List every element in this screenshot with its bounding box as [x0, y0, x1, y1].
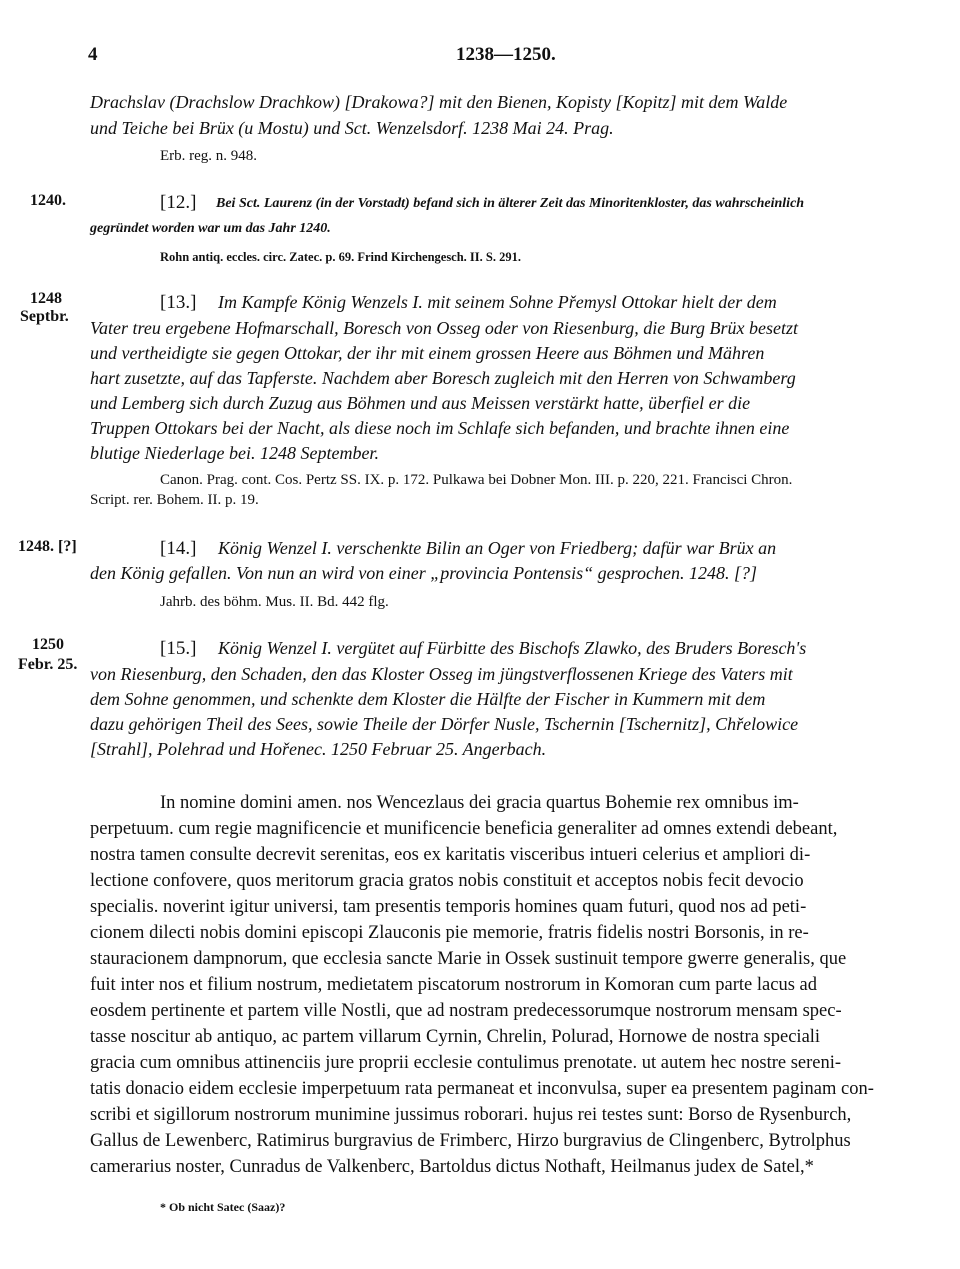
latin-text-line: fuit inter nos et filium nostrum, medietatem piscatorum nostrorum in Komoran cum parte lacus ad: [90, 975, 817, 995]
entry14-number: [14.]: [160, 538, 197, 559]
entry12-source: Rohn antiq. eccles. circ. Zatec. p. 69. Frind Kirchengesch. II. S. 291.: [160, 250, 521, 264]
entry11-line: Drachslav (Drachslow Drachkow) [Drakowa?] mit den Bienen, Kopisty [Kopitz] mit dem Walde: [90, 92, 788, 112]
entry14-line: den König gefallen. Von nun an wird von einer „provincia Pontensis“ gesprochen. 1248. [?]: [90, 563, 757, 583]
latin-text-line: tasse noscitur ab antiquo, ac partem villarum Cyrnin, Chrelin, Polurad, Hornowe de nostra speciali: [90, 1027, 821, 1047]
entry15-date-day: Febr. 25.: [18, 656, 78, 673]
entry13-date-year: 1248: [30, 290, 62, 307]
latin-text-line: stauracionem dampnorum, que ecclesia sancte Marie in Ossek sustinuit tempore gwerre generalis, que: [90, 949, 847, 969]
latin-text-line: camerarius noster, Cunradus de Valkenberc, Bartoldus dictus Nothaft, Heilmanus judex de Satel,*: [90, 1157, 814, 1177]
latin-text-line: In nomine domini amen. nos Wencezlaus dei gracia quartus Bohemie rex omnibus im-: [160, 793, 799, 813]
entry15-number: [15.]: [160, 638, 197, 659]
entry13-line: Im Kampfe König Wenzels I. mit seinem Sohne Přemysl Ottokar hielt der dem: [218, 292, 777, 312]
entry12-date: 1240.: [30, 192, 66, 209]
latin-text-line: lectione confovere, quos meritorum gracia gratos nobis constituit et acceptos nobis fecit devocio: [90, 871, 804, 891]
entry12-line: Bei Sct. Laurenz (in der Vorstadt) befand sich in älterer Zeit das Minoritenkloster, das wahrscheinlich: [216, 196, 805, 211]
entry14-source: Jahrb. des böhm. Mus. II. Bd. 442 flg.: [160, 594, 389, 610]
entry15-line: dazu gehörigen Theil des Sees, sowie Theile der Dörfer Nusle, Tschernin [Tschernitz], Chřelowice: [90, 714, 799, 734]
entry12-number: [12.]: [160, 192, 197, 213]
entry11-source: Erb. reg. n. 948.: [160, 148, 258, 164]
latin-text-line: specialis. noverint igitur universi, tam presentis temporis homines quam futuri, quod nos ad peti-: [90, 897, 807, 917]
entry15-line: von Riesenburg, den Schaden, den das Kloster Osseg im jüngstverflossenen Kriege des Vaters mit: [90, 664, 793, 684]
entry15-line: [Strahl], Polehrad und Hořenec. 1250 Februar 25. Angerbach.: [90, 739, 547, 759]
latin-text-line: Gallus de Lewenberc, Ratimirus burgravius de Frimberc, Hirzo burgravius de Clingenberc, Bytrolphus: [90, 1131, 851, 1151]
latin-text-line: gracia cum omnibus attinenciis jure proprii ecclesie contulimus prenotate. ut autem hec nostre sereni-: [90, 1053, 842, 1073]
latin-text-line: eosdem pertinente et partem ville Nostli, que ad nostram predecessorumque nostrorum mensam spec-: [90, 1001, 842, 1021]
entry13-date-month: Septbr.: [20, 308, 69, 325]
entry13-number: [13.]: [160, 292, 197, 313]
entry15-line: dem Sohne genommen, und schenkte dem Kloster die Hälfte der Fischer in Kummern mit dem: [90, 689, 766, 709]
entry11-line: und Teiche bei Brüx (u Mostu) und Sct. Wenzelsdorf. 1238 Mai 24. Prag.: [90, 118, 614, 138]
entry14-date: 1248. [?]: [18, 538, 77, 555]
entry13-line: Vater treu ergebene Hofmarschall, Boresch von Osseg oder von Riesenburg, die Burg Brüx besetzt: [90, 318, 799, 338]
latin-text-line: scribi et sigillorum nostrorum munimine jussimus roborari. hujus rei testes sunt: Borso de Rysenburch,: [90, 1105, 852, 1125]
latin-text-line: cionem dilecti nobis domini episcopi Zlauconis pie memorie, fratris fidelis nostri Borsonis, in re-: [90, 923, 809, 943]
page-header-title: 1238—1250.: [456, 44, 556, 65]
page-number: 4: [88, 44, 98, 65]
entry13-line: und Lemberg sich durch Zuzug aus Böhmen und aus Meissen verstärkt hatte, überfiel er die: [90, 393, 751, 413]
entry15-date-year: 1250: [32, 636, 64, 653]
latin-text-line: tatis donacio eidem ecclesie imperpetuum rata permaneat et inconvulsa, super ea presentem paginam con-: [90, 1079, 874, 1099]
entry13-source: Script. rer. Bohem. II. p. 19.: [90, 492, 259, 508]
latin-text-line: perpetuum. cum regie magnificencie et munificencie beneficia generaliter ad omnes extendi debeant,: [90, 819, 838, 839]
entry15-line: König Wenzel I. vergütet auf Fürbitte des Bischofs Zlawko, des Bruders Boresch's: [218, 638, 807, 658]
latin-text-line: nostra tamen consulte decrevit serenitas, eos ex karitatis visceribus intueri celerius et ampliori di-: [90, 845, 811, 865]
entry13-line: Truppen Ottokars bei der Nacht, als diese noch im Schlafe sich befanden, und brachte ihnen eine: [90, 418, 790, 438]
footnote: * Ob nicht Satec (Saaz)?: [160, 1200, 286, 1214]
entry13-source: Canon. Prag. cont. Cos. Pertz SS. IX. p. 172. Pulkawa bei Dobner Mon. III. p. 220, 221. Francisci Chron.: [160, 472, 793, 488]
entry12-line: gegründet worden war um das Jahr 1240.: [90, 221, 331, 236]
entry14-line: König Wenzel I. verschenkte Bilin an Oger von Friedberg; dafür war Brüx an: [218, 538, 777, 558]
entry13-line: hart zusetzte, auf das Tapferste. Nachdem aber Boresch zugleich mit den Herren von Schwamberg: [90, 368, 796, 388]
entry13-line: und vertheidigte sie gegen Ottokar, der ihr mit einem grossen Heere aus Böhmen und Mähren: [90, 343, 765, 363]
entry13-line: blutige Niederlage bei. 1248 September.: [90, 443, 379, 463]
